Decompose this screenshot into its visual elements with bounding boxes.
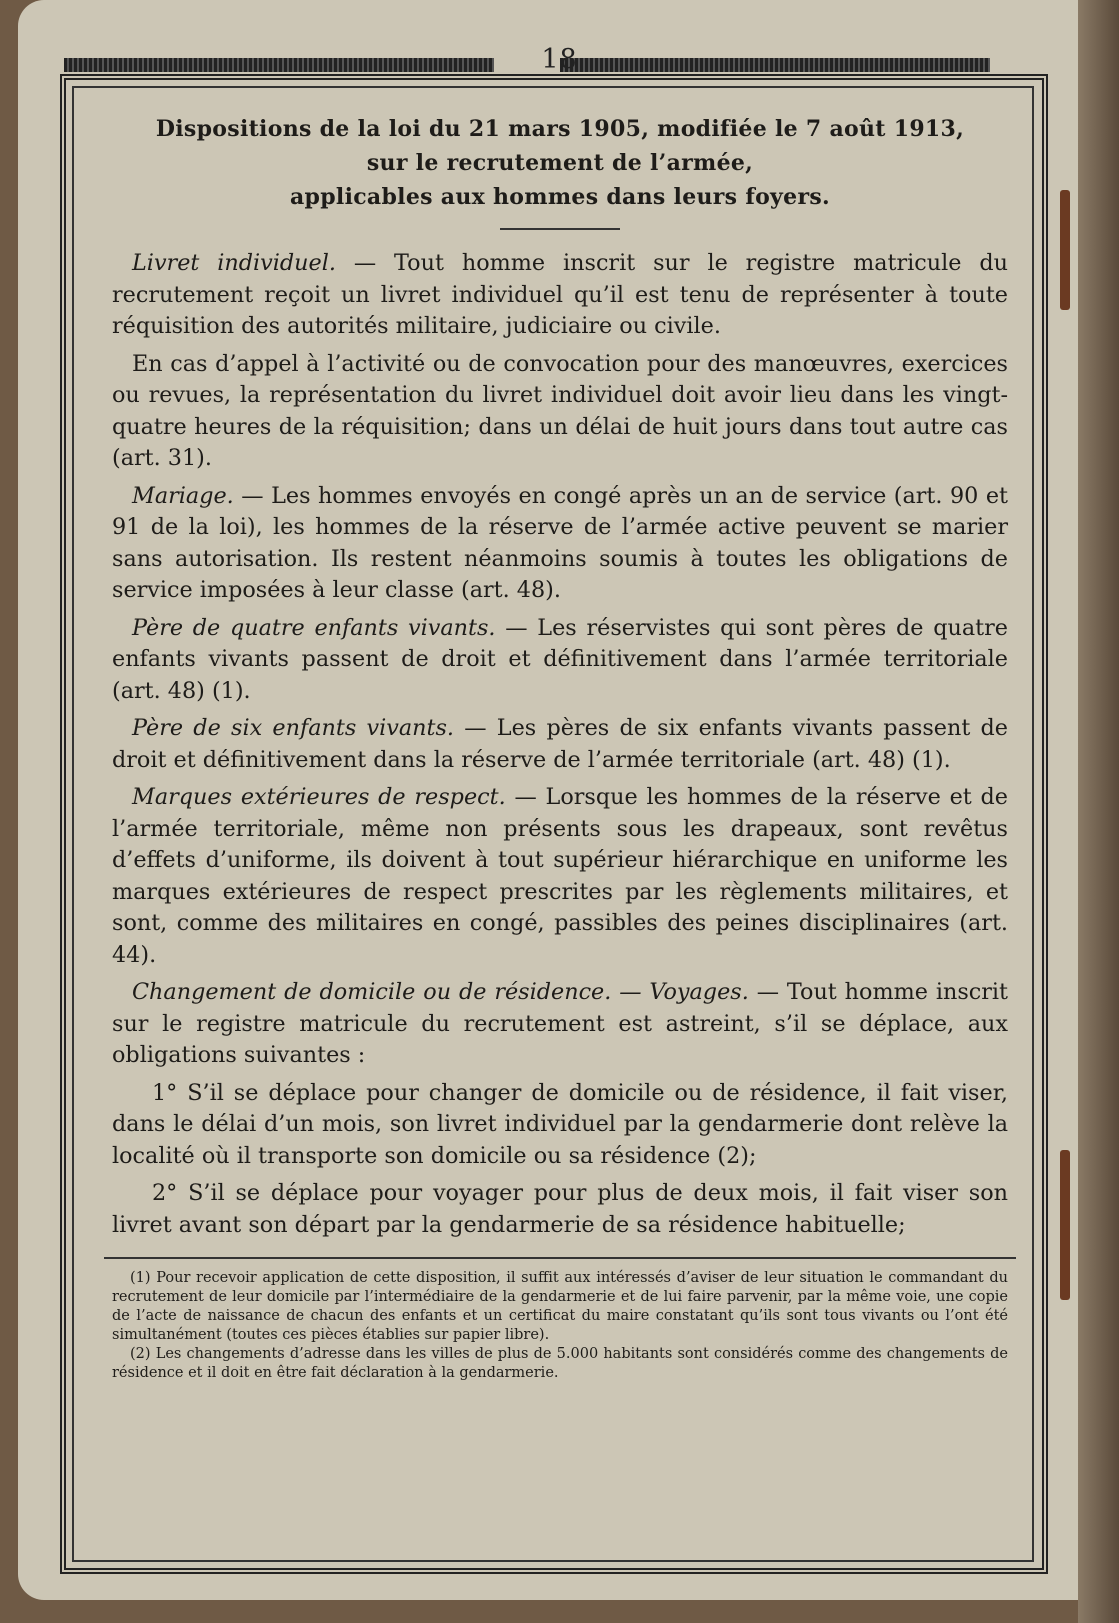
title-line-2: sur le recrutement de l’armée, [366,150,754,176]
paragraph-heading: Père de quatre enfants vivants. [132,614,496,641]
paragraph-six-enfants [112,713,1008,776]
page-number: 18 [541,44,578,75]
paragraph-heading: Changement de domicile ou de résidence. — Voyages. [132,979,749,1005]
footnote-divider [104,1257,1016,1259]
paragraph-text: — Les réservistes qui sont pères de quatre enfants vivants passent de droit et définitivement dans l’armée territoriale (art. 48) (1). [112,614,1008,704]
paragraph-changement [112,977,1008,1072]
paragraph-text: — Les pères de six enfants vivants passent de droit et définitivement dans la réserve de l’armée territoriale (art. 48) (1). [112,715,1008,773]
footnote-2: (2) Les changements d’adresse dans les villes de plus de 5.000 habitants sont considérés comme des changements de résidence et il doit en être fait déclaration à la gendarmerie. [112,1346,1008,1381]
paragraph-heading: Livret individuel. [132,250,336,276]
page-content [112,112,1008,1383]
title-line-3: applicables aux hommes dans leurs foyers. [290,184,830,210]
booklet-spine-edge [1078,0,1119,1623]
paragraph-text: — Lorsque les hommes de la réserve et de l’armée territoriale, même non présents sous les drapeaux, sont revêtus d’effets d’uniforme, ils doivent à tout supérieur hiérarchique en uniforme les marques extérieures de respect prescrites par les règlements militaires, et sont, comme des militaires en congé, passibles des peines disciplinaires (art. 44). [112,784,1008,968]
paragraph-livret [112,248,1008,343]
paragraph-appel [112,349,1008,475]
numbered-item-2: 2° S’il se déplace pour voyager pour plus de deux mois, il fait viser son livret avant son départ par la gendarmerie de sa résidence habituelle; [112,1180,1008,1238]
paragraph-heading: Père de six enfants vivants. [132,715,454,741]
footnote-1: (1) Pour recevoir application de cette disposition, il suffit aux intéressés d’aviser de leur situation le commandant du recrutement de leur domicile par l’intermédiaire de la gendarmerie et de lui faire parvenir, par la même voie, une copie de l’acte de naissance de chacun des enfants et un certificat du maire constatant qu’ils sont tous vivants ou l’ont été simultanément (toutes ces pièces établies sur papier libre). [112,1270,1008,1343]
paragraph-text: — Tout homme inscrit sur le registre matricule du recrutement est astreint, s’il se déplace, aux obligations suivantes : [112,979,1008,1068]
binding-stitch [1060,1150,1070,1300]
paragraph-text: En cas d’appel à l’activité ou de convocation pour des manœuvres, exercices ou revues, la représentation du livret individuel doit avoir lieu dans les vingt-quatre heures de la réquisition; dans un délai de huit jours dans tout autre cas (art. 31). [112,350,1008,471]
title-divider [500,228,620,230]
section-title [112,112,1008,214]
paragraph-text: — Les hommes envoyés en congé après un an de service (art. 90 et 91 de la loi), les hommes de la réserve de l’armée active peuvent se marier sans autorisation. Ils restent néanmoins soumis à toutes les obligations de service imposées à leur classe (art. 48). [112,482,1008,603]
numbered-item-1: 1° S’il se déplace pour changer de domicile ou de résidence, il fait viser, dans le délai d’un mois, son livret individuel par la gendarmerie dont relève la localité où il transporte son domicile ou sa résidence (2); [112,1079,1008,1169]
paragraph-quatre-enfants [112,613,1008,708]
binding-stitch [1060,190,1070,310]
title-line-1: Dispositions de la loi du 21 mars 1905, modifiée le 7 août 1913, [155,116,965,142]
paragraph-heading: Marques extérieures de respect. [132,784,506,810]
paragraph-text: — Tout homme inscrit sur le registre matricule du recrutement reçoit un livret individuel qu’il est tenu de représenter à toute réquisition des autorités militaire, judiciaire ou civile. [112,250,1009,339]
paragraph-heading: Mariage. [132,482,234,509]
paragraph-mariage [112,481,1008,607]
paragraph-respect [112,782,1008,971]
